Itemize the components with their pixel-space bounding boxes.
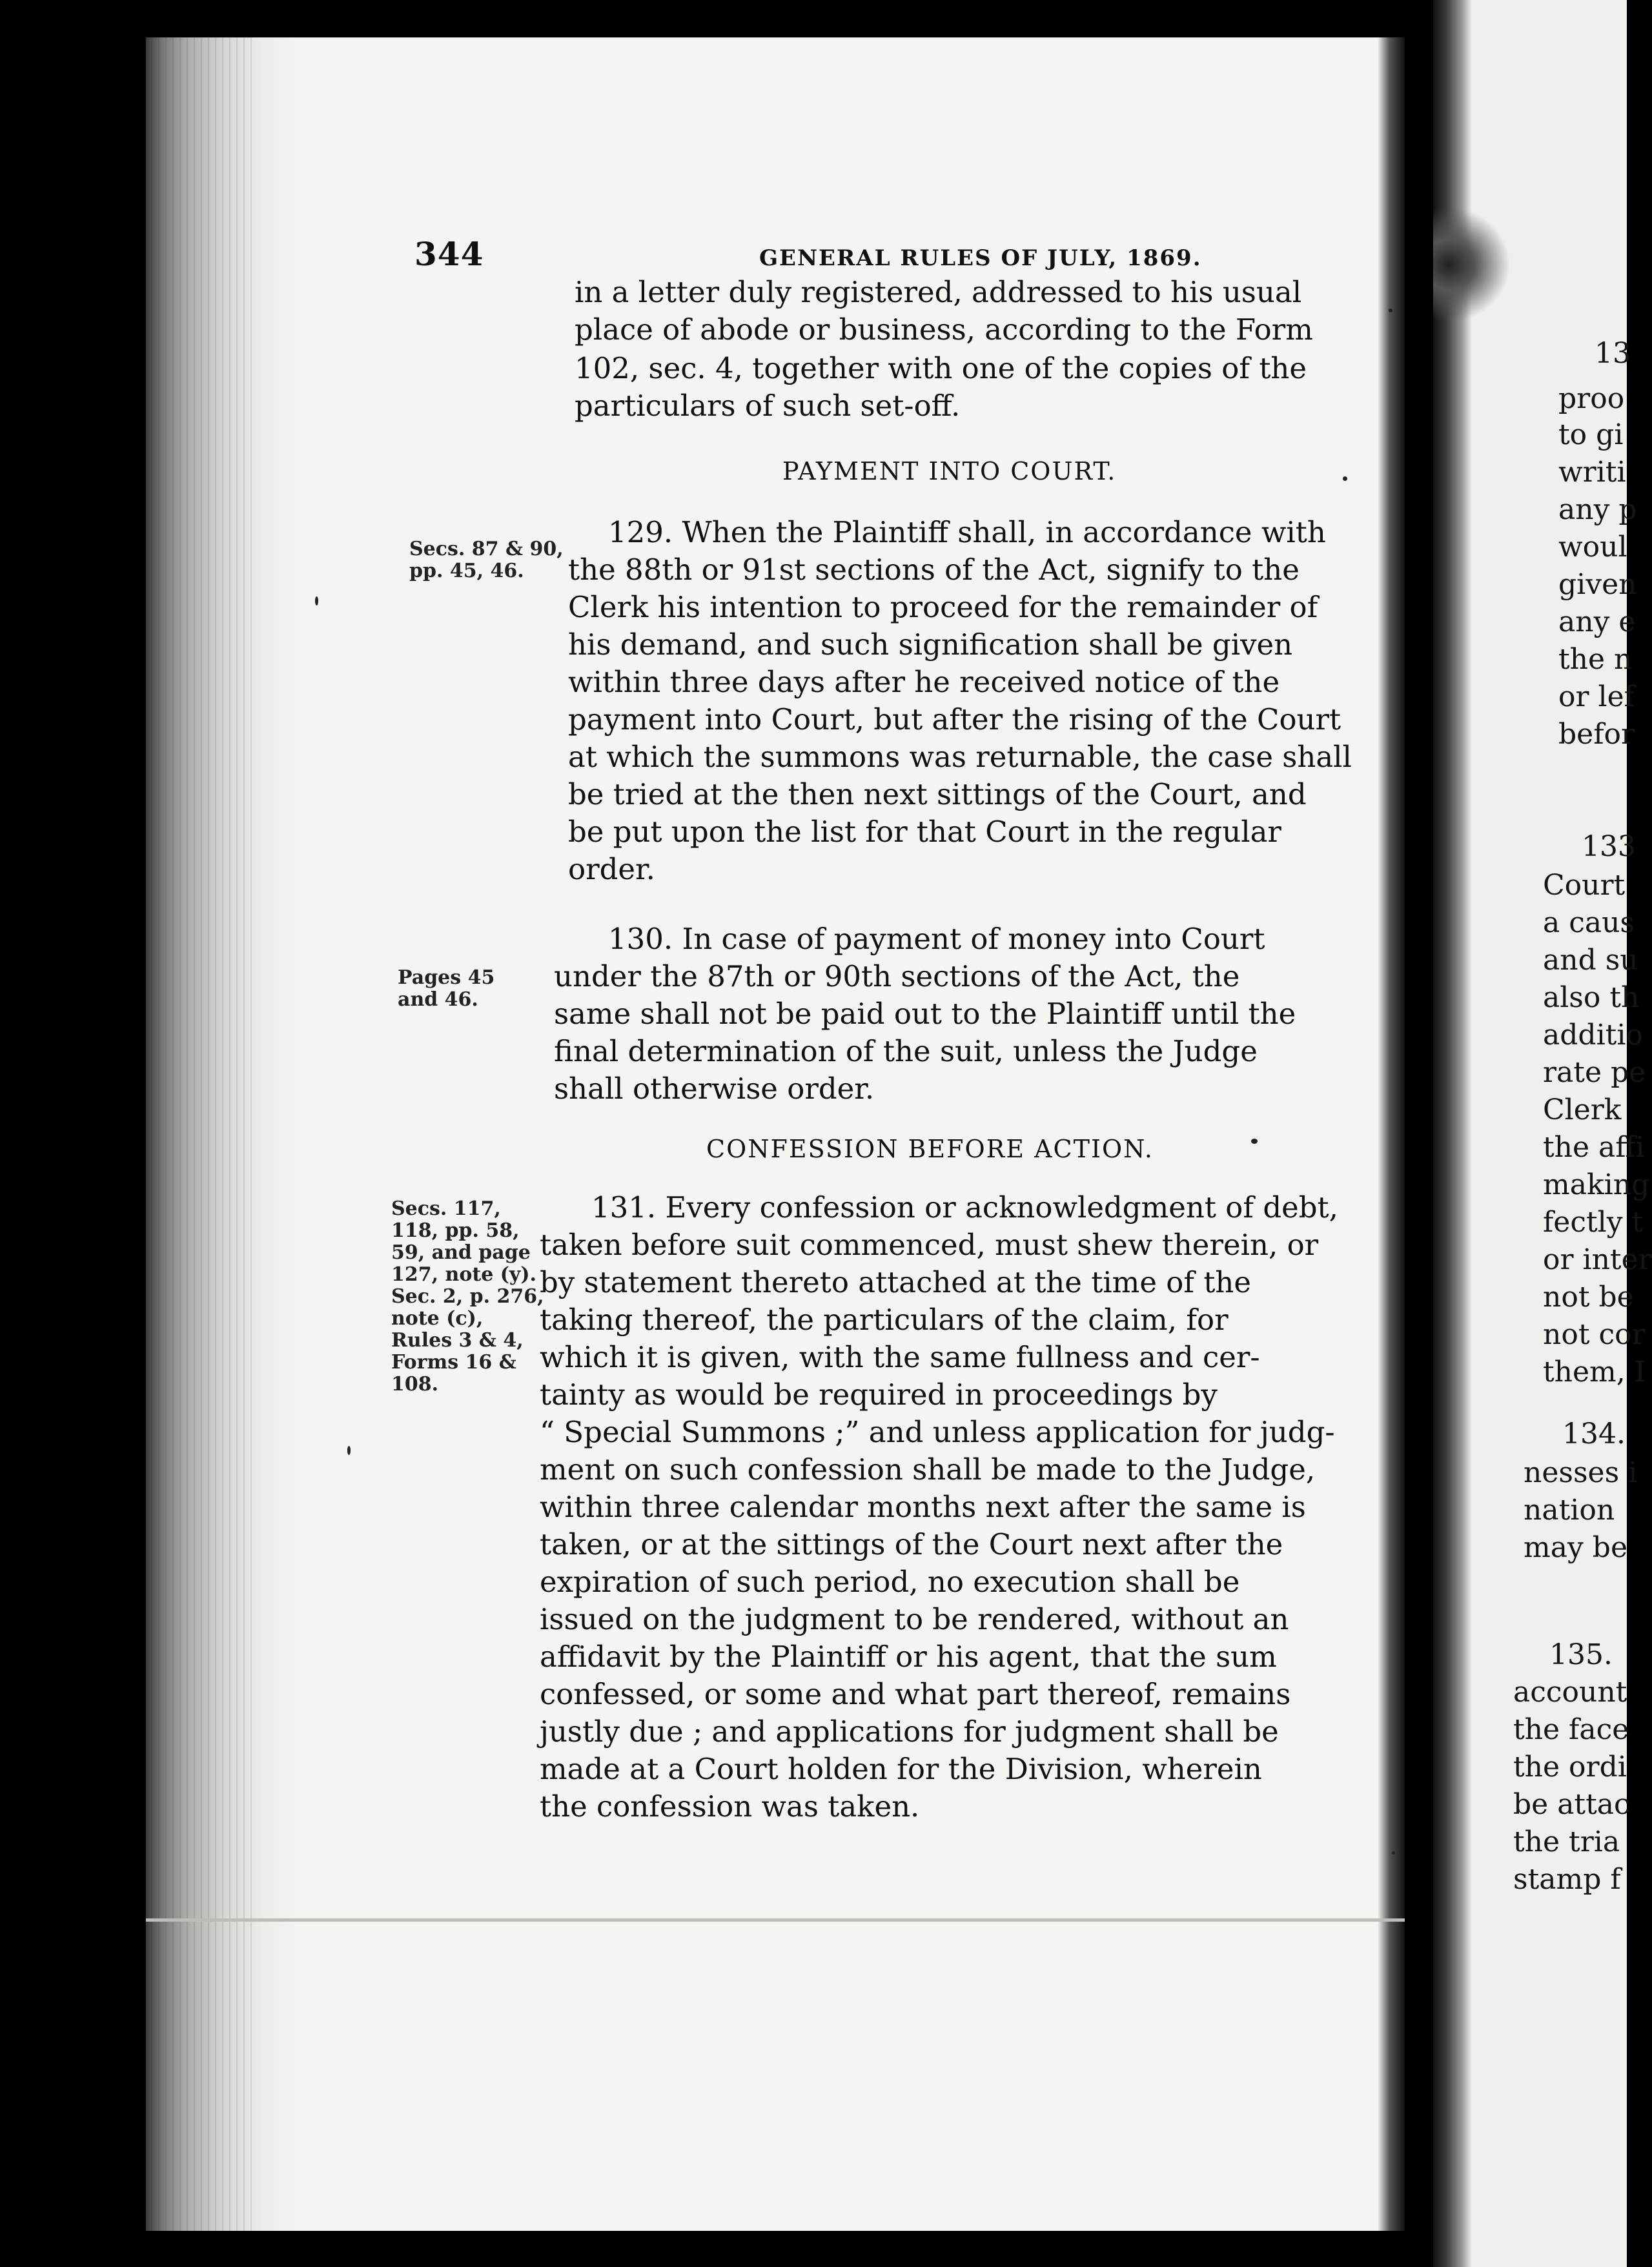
fragment-line: additio <box>1543 1019 1643 1052</box>
text-line: taken, or at the sittings of the Court next after the <box>540 1527 1283 1561</box>
text-line: at which the summons was returnable, the case shall <box>568 740 1352 774</box>
fragment-line: writi <box>1558 456 1626 489</box>
text-line: the 88th or 91st sections of the Act, signify to the <box>568 553 1300 587</box>
fragment-line: any e <box>1558 605 1636 638</box>
fragment-line: nesses i <box>1524 1456 1638 1489</box>
text-line: “ Special Summons ;” and unless application for judg- <box>540 1415 1335 1449</box>
fragment-line: or inter <box>1543 1243 1652 1276</box>
text-line: particulars of such set-off. <box>575 389 961 423</box>
text-line: expiration of such period, no execution shall be <box>540 1565 1240 1599</box>
fragment-line: 133 <box>1582 830 1636 863</box>
margin-note: and 46. <box>398 988 478 1011</box>
text-line: made at a Court holden for the Division, wherein <box>540 1752 1262 1786</box>
fragment-line: account <box>1513 1676 1627 1709</box>
fragment-line: also th <box>1543 981 1640 1014</box>
scan-speck <box>347 1446 351 1455</box>
text-line: 130. In case of payment of money into Court <box>608 922 1265 956</box>
fragment-line: not be <box>1543 1281 1634 1314</box>
text-line: confessed, or some and what part thereof, remains <box>540 1677 1291 1711</box>
text-line: be tried at the then next sittings of the Court, and <box>568 777 1307 811</box>
margin-note: pp. 45, 46. <box>409 560 524 582</box>
margin-note: 127, note (y). <box>391 1263 536 1286</box>
fragment-line: befor <box>1558 718 1635 751</box>
book-page <box>146 37 1405 2231</box>
fragment-line: them, I <box>1543 1356 1646 1388</box>
margin-note: 108. <box>391 1373 439 1396</box>
text-line: his demand, and such signification shall be given <box>568 627 1293 662</box>
fragment-line: the affi <box>1543 1131 1645 1164</box>
fragment-line: the face <box>1513 1713 1629 1746</box>
scan-speck <box>1343 476 1347 481</box>
text-line: within three days after he received notice of the <box>568 665 1280 699</box>
fragment-line: may be <box>1524 1531 1628 1564</box>
text-line: taken before suit commenced, must shew therein, or <box>540 1228 1319 1262</box>
fragment-line: or lef <box>1558 680 1635 713</box>
text-line: under the 87th or 90th sections of the Act, the <box>554 959 1240 993</box>
text-line: within three calendar months next after the same is <box>540 1490 1306 1524</box>
margin-note: Secs. 87 & 90, <box>409 538 564 560</box>
gutter-texture <box>151 37 254 2231</box>
text-line: order. <box>568 852 655 886</box>
fragment-line: Clerk <box>1543 1093 1622 1126</box>
fragment-line: the n <box>1558 643 1633 676</box>
text-line: same shall not be paid out to the Plaintiff until the <box>554 997 1296 1031</box>
text-line: Clerk his intention to proceed for the remainder of <box>568 590 1318 624</box>
running-head: GENERAL RULES OF JULY, 1869. <box>759 245 1202 271</box>
text-line: issued on the judgment to be rendered, without an <box>540 1602 1289 1636</box>
fragment-line: 13 <box>1595 337 1631 370</box>
fragment-line: not cor <box>1543 1318 1646 1351</box>
fragment-line: and su <box>1543 944 1638 977</box>
text-line: final determination of the suit, unless the Judge <box>554 1034 1258 1068</box>
fragment-line: the ordi <box>1513 1751 1627 1784</box>
text-line: justly due ; and applications for judgment shall be <box>540 1714 1279 1749</box>
text-line: 131. Every confession or acknowledgment of debt, <box>591 1190 1338 1225</box>
margin-note: Rules 3 & 4, <box>391 1329 524 1352</box>
fragment-line: the tria <box>1513 1825 1620 1858</box>
fragment-line: be attac <box>1513 1788 1630 1821</box>
fragment-line: making <box>1543 1168 1650 1201</box>
fragment-line: proo <box>1558 382 1625 415</box>
scan-speck <box>315 596 318 605</box>
fragment-line: fectly t <box>1543 1206 1644 1239</box>
text-line: 102, sec. 4, together with one of the copies of the <box>575 351 1307 385</box>
text-line: which it is given, with the same fullness and cer- <box>540 1340 1260 1374</box>
margin-note: 118, pp. 58, <box>391 1219 520 1242</box>
text-line: by statement thereto attached at the time of the <box>540 1265 1252 1299</box>
fragment-line: nation <box>1524 1494 1615 1527</box>
fragment-line: Court <box>1543 869 1626 902</box>
margin-note: Sec. 2, p. 276, <box>391 1285 544 1308</box>
fragment-line: given <box>1558 568 1637 601</box>
bottom-rule <box>146 1918 1405 1922</box>
text-line: the confession was taken. <box>540 1789 920 1824</box>
page-number: 344 <box>414 235 484 273</box>
text-line: ment on such confession shall be made to the Judge, <box>540 1452 1316 1487</box>
adjacent-page-blot <box>1433 207 1511 323</box>
fragment-line: any p <box>1558 493 1637 526</box>
margin-note: Secs. 117, <box>391 1197 501 1220</box>
text-line: shall otherwise order. <box>554 1072 875 1106</box>
scan-speck <box>1392 1851 1395 1855</box>
fragment-line: woul <box>1558 531 1627 564</box>
page-header <box>146 235 1405 274</box>
scan-speck <box>1389 309 1392 312</box>
fragment-line: stamp f <box>1513 1863 1621 1896</box>
text-line: place of abode or business, according to the Form <box>575 312 1313 347</box>
margin-note: Forms 16 & <box>391 1351 516 1374</box>
scan-speck <box>1251 1139 1258 1144</box>
section-heading: PAYMENT INTO COURT. <box>782 457 1117 485</box>
fragment-line: 135. <box>1549 1638 1613 1671</box>
adjacent-page <box>1433 0 1652 2267</box>
fragment-line: to gi <box>1558 418 1624 451</box>
margin-note: Pages 45 <box>398 966 495 989</box>
text-line: affidavit by the Plaintiff or his agent, that the sum <box>540 1640 1277 1674</box>
fragment-line: a caus <box>1543 906 1635 939</box>
fragment-line: rate pe <box>1543 1056 1646 1089</box>
fragment-line: 134. <box>1562 1418 1626 1450</box>
text-line: 129. When the Plaintiff shall, in accordance with <box>608 515 1326 549</box>
text-line: be put upon the list for that Court in the regular <box>568 815 1281 849</box>
margin-note: note (c), <box>391 1307 484 1330</box>
page-edge-shadow <box>1378 37 1405 2231</box>
adjacent-page-spine <box>1433 0 1472 2267</box>
text-line: payment into Court, but after the rising of the Court <box>568 702 1341 737</box>
text-line: in a letter duly registered, addressed to his usual <box>575 275 1302 309</box>
section-heading: CONFESSION BEFORE ACTION. <box>706 1135 1154 1163</box>
text-line: tainty as would be required in proceedings by <box>540 1377 1218 1412</box>
text-line: taking thereof, the particulars of the claim, for <box>540 1303 1229 1337</box>
margin-note: 59, and page <box>391 1241 531 1264</box>
